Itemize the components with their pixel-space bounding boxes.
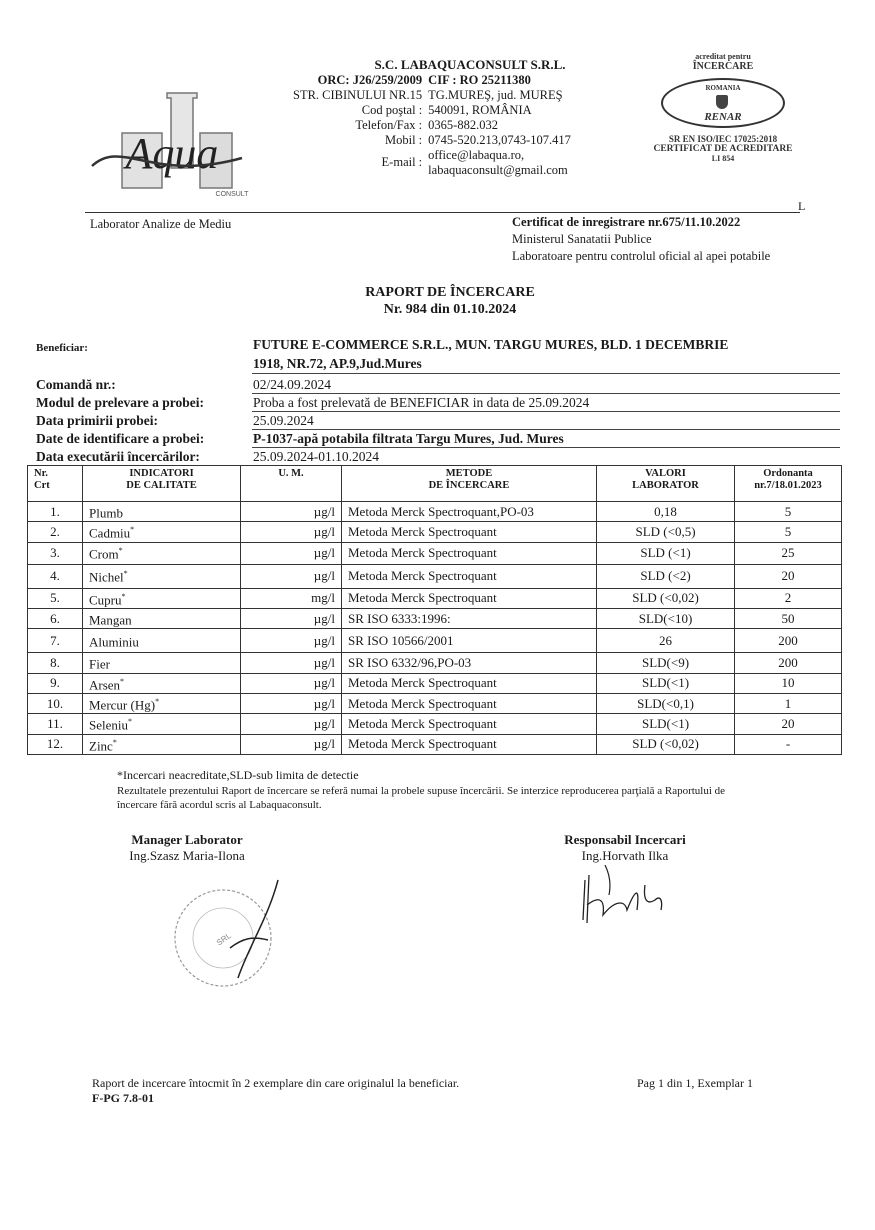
beneficiary-line-2: 1918, NR.72, AP.9,Jud.Mures	[253, 356, 422, 371]
coat-of-arms-icon	[716, 95, 728, 109]
field-value: 25.09.2024	[253, 413, 314, 428]
postal-value: 540091, ROMÂNIA	[428, 102, 532, 117]
phone-label: Telefon/Fax :	[355, 117, 423, 132]
email-2: labaquaconsult@gmail.com	[428, 162, 568, 177]
beneficiary-line-1: FUTURE E-COMMERCE S.R.L., MUN. TARGU MURES, BLD. 1 DECEMBRIE	[253, 337, 729, 352]
beneficiary-underline	[252, 373, 840, 374]
svg-text:Aqua: Aqua	[125, 129, 219, 178]
tester-signature-block	[545, 832, 705, 864]
street-label: STR. CIBINULUI NR.15	[293, 87, 423, 102]
field-label: Comandă nr.:	[36, 377, 116, 392]
renar-oval-logo: ROMANIA RENAR	[661, 78, 785, 128]
report-title: RAPORT DE ÎNCERCARE	[365, 285, 535, 300]
city-value: TG.MUREŞ, jud. MUREŞ	[428, 87, 563, 102]
col-unit: U. M.	[241, 466, 342, 502]
report-number: Nr. 984 din 01.10.2024	[383, 302, 517, 317]
field-value: Proba a fost prelevată de BENEFICIAR in data de 25.09.2024	[253, 395, 590, 410]
table-row: 4. Nichel* µg/l Metoda Merck Spectroquant SLD (<2) 20	[28, 564, 842, 588]
iso-standard: SR EN ISO/IEC 17025:2018	[668, 134, 778, 144]
mobile-value: 0745-520.213,0743-107.417	[428, 132, 571, 147]
tester-title: Responsabil Incercari	[564, 832, 686, 847]
field-label: Data primirii probei:	[36, 413, 158, 428]
accreditation-cert-label: CERTIFICAT DE ACREDITARE	[653, 144, 793, 154]
registration-title: Certificat de inregistrare nr.675/11.10.2022	[512, 215, 741, 229]
tester-name: Ing.Horvath Ilka	[581, 848, 669, 863]
table-row: 7. Aluminiu µg/l SR ISO 10566/2001 26 200	[28, 629, 842, 653]
form-code: F-PG 7.8-01	[92, 1091, 154, 1105]
col-lab-value: VALORI LABORATOR	[597, 466, 735, 502]
col-indicator: INDICATORI DE CALITATE	[83, 466, 241, 502]
footer-left	[92, 1076, 459, 1106]
handwritten-signature-icon	[575, 865, 675, 935]
field-underline	[252, 429, 840, 430]
cif-value: CIF : RO 25211380	[428, 72, 531, 87]
manager-title: Manager Laborator	[131, 832, 243, 847]
company-stamp-icon	[168, 878, 286, 990]
copies-note: Raport de incercare întocmit în 2 exemplare din care originalul la beneficiar.	[92, 1076, 460, 1090]
company-logo	[82, 88, 262, 203]
rule-mark: L	[798, 199, 806, 213]
field-label: Data executării încercărilor:	[36, 449, 200, 464]
svg-text:CONSULT: CONSULT	[215, 191, 249, 198]
manager-name: Ing.Szasz Maria-Ilona	[129, 848, 245, 863]
phone-value: 0365-882.032	[428, 117, 498, 132]
field-underline	[252, 393, 840, 394]
col-nr: Nr. Crt	[28, 466, 83, 502]
field-label: Date de identificare a probei:	[36, 431, 205, 446]
table-row: 5. Cupru* mg/l Metoda Merck Spectroquant SLD (<0,02) 2	[28, 588, 842, 608]
header-divider	[85, 212, 800, 213]
email-label: E-mail :	[381, 155, 423, 169]
notes	[117, 768, 797, 812]
manager-signature-block	[112, 832, 262, 864]
table-row: 1. Plumb µg/l Metoda Merck Spectroquant,PO-03 0,18 5	[28, 502, 842, 522]
field-underline	[252, 411, 840, 412]
col-limit: Ordonanta nr.7/18.01.2023	[735, 466, 842, 502]
email-1: office@labaqua.ro,	[428, 147, 525, 162]
field-underline	[252, 447, 840, 448]
accredited-for: acreditat pentru	[695, 52, 751, 61]
field-value: P-1037-apă potabila filtrata Targu Mures, Jud. Mures	[253, 431, 564, 446]
company-details	[290, 73, 574, 178]
disclaimer: Rezultatele prezentului Raport de încercare se referă numai la probele supuse încercării. Se interzice reproducerea parţială a Raportului de încercare fără acordul scris al Labaquaconsult.	[117, 785, 726, 811]
legend-note: *Incercari neacreditate,SLD-sub limita de detectie	[117, 768, 359, 782]
table-row: 11. Seleniu* µg/l Metoda Merck Spectroquant SLD(<1) 20	[28, 714, 842, 734]
col-method: METODE DE ÎNCERCARE	[342, 466, 597, 502]
table-row: 3. Crom* µg/l Metoda Merck Spectroquant SLD (<1) 25	[28, 542, 842, 564]
mobile-label: Mobil :	[385, 132, 423, 147]
table-row: 12. Zinc* µg/l Metoda Merck Spectroquant SLD (<0,02) -	[28, 734, 842, 754]
svg-text:SRL: SRL	[214, 931, 233, 948]
report-heading	[0, 284, 875, 318]
table-row: 10. Mercur (Hg)* µg/l Metoda Merck Spectroquant SLD(<0,1) 1	[28, 693, 842, 713]
results-table	[27, 465, 842, 755]
field-value: 02/24.09.2024	[253, 377, 332, 392]
beneficiary-value	[253, 335, 813, 373]
field-label: Modul de prelevare a probei:	[36, 395, 204, 410]
postal-label: Cod poştal :	[361, 102, 423, 117]
company-name: S.C. LABAQUACONSULT S.R.L.	[374, 57, 566, 72]
accredited-scope: ÎNCERCARE	[692, 61, 754, 72]
company-info	[290, 57, 620, 178]
accreditation-badge	[628, 52, 818, 163]
registration-certificate	[512, 214, 770, 265]
table-row: 9. Arsen* µg/l Metoda Merck Spectroquant SLD(<1) 10	[28, 673, 842, 693]
table-header-row	[28, 466, 842, 502]
lab-name: Laborator Analize de Mediu	[90, 217, 232, 231]
table-row: 6. Mangan µg/l SR ISO 6333:1996: SLD(<10) 50	[28, 608, 842, 628]
table-row: 8. Fier µg/l SR ISO 6332/96,PO-03 SLD(<9) 200	[28, 653, 842, 673]
orc-label: ORC: J26/259/2009	[317, 72, 423, 87]
registration-scope: Laboratoare pentru controlul oficial al apei potabile	[512, 249, 771, 263]
table-row: 2. Cadmiu* µg/l Metoda Merck Spectroquant SLD (<0,5) 5	[28, 522, 842, 542]
beneficiary-label: Beneficiar:	[36, 342, 88, 354]
page-info: Pag 1 din 1, Exemplar 1	[637, 1076, 753, 1090]
field-value: 25.09.2024-01.10.2024	[253, 449, 379, 464]
ministry: Ministerul Sanatatii Publice	[512, 232, 652, 246]
accreditation-cert-number: LI 854	[711, 154, 735, 163]
